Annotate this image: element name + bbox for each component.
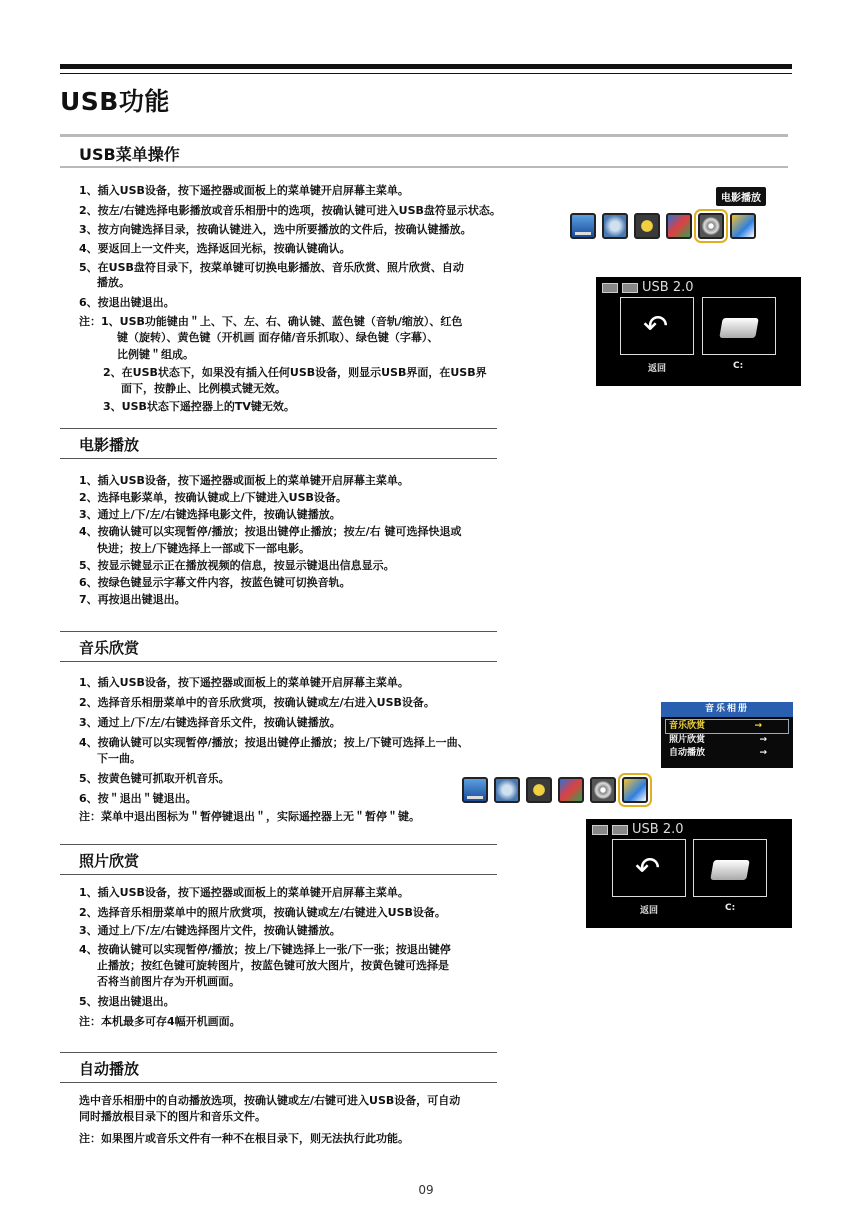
photo-icon[interactable] xyxy=(622,777,648,803)
menu-item-label: 照片欣赏 xyxy=(669,735,706,745)
back-arrow-icon: ↶ xyxy=(635,851,661,886)
usb-chip-icon xyxy=(602,283,618,293)
text-line: 1、插入USB设备，按下遥控器或面板上的菜单键开启屏幕主菜单。 xyxy=(79,676,409,689)
section-rule xyxy=(60,428,497,429)
text-line: 2、选择音乐相册菜单中的音乐欣赏项，按确认键或左/右进入USB设备。 xyxy=(79,696,435,709)
back-tile[interactable] xyxy=(612,839,686,897)
main-menu-icon-strip xyxy=(570,213,756,239)
text-line: 2、选择电影菜单，按确认键或上/下键进入USB设备。 xyxy=(79,491,347,504)
text-line: 选中音乐相册中的自动播放选项，按确认键或左/右键可进入USB设备，可自动 xyxy=(79,1094,461,1107)
auto-title: 自动播放 xyxy=(79,1060,140,1078)
drive-tile[interactable] xyxy=(693,839,767,897)
text-line: 4、按确认键可以实现暂停/播放；按退出键停止播放；按左/右 键可选择快退或 xyxy=(79,525,462,538)
section-rule xyxy=(60,458,497,459)
header-rule-thin xyxy=(60,73,792,74)
movie-title: 电影播放 xyxy=(79,436,140,454)
music-menu-icon-strip xyxy=(462,777,648,803)
text-line: 4、要返回上一文件夹，选择返回光标，按确认键确认。 xyxy=(79,242,351,255)
menu-item-label: 音乐欣赏 xyxy=(669,721,706,731)
tv-icon[interactable] xyxy=(570,213,596,239)
section-rule xyxy=(60,874,497,875)
usb-title: USB 2.0 xyxy=(632,822,684,837)
page-title: USB功能 xyxy=(60,87,170,116)
channel-icon[interactable] xyxy=(666,213,692,239)
tv-icon[interactable] xyxy=(462,777,488,803)
note-line: 2、在USB状态下，如果没有插入任何USB设备，则显示USB界面，在USB界 xyxy=(103,366,487,379)
arrow-right-icon: → xyxy=(759,735,767,745)
section-rule xyxy=(60,1082,497,1083)
music-title: 音乐欣赏 xyxy=(79,639,140,657)
text-line: 1、插入USB设备，按下遥控器或面板上的菜单键开启屏幕主菜单。 xyxy=(79,886,409,899)
usb-title: USB 2.0 xyxy=(642,280,694,295)
usb-chip-icon xyxy=(612,825,628,835)
hard-drive-icon xyxy=(710,860,750,880)
text-line: 1、插入USB设备，按下遥控器或面板上的菜单键开启屏幕主菜单。 xyxy=(79,474,409,487)
drive-label: C: xyxy=(725,903,736,913)
text-line: 3、通过上/下/左/右键选择电影文件，按确认键播放。 xyxy=(79,508,341,521)
usb-chip-icon xyxy=(622,283,638,293)
gear-icon[interactable] xyxy=(634,213,660,239)
text-line: 否将当前图片存为开机画面。 xyxy=(97,975,240,988)
header-rule-thick xyxy=(60,64,792,69)
note-line: 键（旋转）、黄色键（开机画 面存储/音乐抓取）、绿色键（字幕）、 xyxy=(117,331,439,344)
section-rule xyxy=(60,631,497,632)
text-line: 3、通过上/下/左/右键选择音乐文件，按确认键播放。 xyxy=(79,716,341,729)
page-number: 09 xyxy=(418,1183,434,1197)
arrow-right-icon: → xyxy=(759,748,767,758)
music-album-item-auto[interactable] xyxy=(661,747,793,760)
text-line: 6、按绿色键显示字幕文件内容，按蓝色键可切换音轨。 xyxy=(79,576,351,589)
text-line: 3、按方向键选择目录，按确认键进入，选中所要播放的文件后，按确认键播放。 xyxy=(79,223,472,236)
menu-item-label: 自动播放 xyxy=(669,748,706,758)
drive-tile[interactable] xyxy=(702,297,776,355)
text-line: 2、按左/右键选择电影播放或音乐相册中的选项，按确认键可进入USB盘符显示状态。 xyxy=(79,204,501,217)
section-rule xyxy=(60,844,497,845)
film-reel-icon[interactable] xyxy=(698,213,724,239)
text-line: 同时播放根目录下的图片和音乐文件。 xyxy=(79,1110,266,1123)
usb-panel xyxy=(586,819,792,928)
arrow-right-icon: → xyxy=(754,721,762,731)
note-line: 比例键＂组成。 xyxy=(117,348,194,361)
text-line: 1、插入USB设备，按下遥控器或面板上的菜单键开启屏幕主菜单。 xyxy=(79,184,409,197)
usb-menu-title: USB菜单操作 xyxy=(79,145,180,164)
note-line: 注：如果图片或音乐文件有一种不在根目录下，则无法执行此功能。 xyxy=(79,1132,409,1145)
text-line: 6、按＂退出＂键退出。 xyxy=(79,792,197,805)
text-line: 快进；按上/下键选择上一部或下一部电影。 xyxy=(97,542,311,555)
text-line: 5、按退出键退出。 xyxy=(79,995,175,1008)
back-tile[interactable] xyxy=(620,297,694,355)
usb-header xyxy=(602,280,694,295)
drive-label: C: xyxy=(733,361,744,371)
section-rule xyxy=(60,661,497,662)
music-album-item-music[interactable] xyxy=(665,719,789,734)
music-album-menu xyxy=(661,702,793,768)
back-label: 返回 xyxy=(640,906,659,916)
usb-chip-icon xyxy=(592,825,608,835)
photo-icon[interactable] xyxy=(730,213,756,239)
note-line: 注：1、USB功能键由＂上、下、左、右、确认键、蓝色键（音轨/缩放）、红色 xyxy=(79,315,463,328)
movie-play-label: 电影播放 xyxy=(716,187,766,206)
music-album-item-photo[interactable] xyxy=(661,734,793,747)
text-line: 4、按确认键可以实现暂停/播放；按退出键停止播放；按上/下键可选择上一曲、 xyxy=(79,736,469,749)
channel-icon[interactable] xyxy=(558,777,584,803)
text-line: 播放。 xyxy=(97,276,130,289)
text-line: 7、再按退出键退出。 xyxy=(79,593,186,606)
speaker-icon[interactable] xyxy=(494,777,520,803)
music-album-title: 音乐相册 xyxy=(661,702,793,717)
speaker-icon[interactable] xyxy=(602,213,628,239)
text-line: 2、选择音乐相册菜单中的照片欣赏项，按确认键或左/右键进入USB设备。 xyxy=(79,906,446,919)
back-arrow-icon: ↶ xyxy=(643,309,669,344)
section-rule xyxy=(60,1052,497,1053)
photo-title: 照片欣赏 xyxy=(79,852,140,870)
section-rule-bottom xyxy=(60,166,788,168)
text-line: 5、按黄色键可抓取开机音乐。 xyxy=(79,772,230,785)
text-line: 3、通过上/下/左/右键选择图片文件，按确认键播放。 xyxy=(79,924,341,937)
usb-header xyxy=(592,822,684,837)
gear-icon[interactable] xyxy=(526,777,552,803)
text-line: 6、按退出键退出。 xyxy=(79,296,175,309)
text-line: 下一曲。 xyxy=(97,752,141,765)
note-line: 3、USB状态下遥控器上的TV键无效。 xyxy=(103,400,295,413)
text-line: 止播放；按红色键可旋转图片，按蓝色键可放大图片，按黄色键可选择是 xyxy=(97,959,449,972)
back-label: 返回 xyxy=(648,364,667,374)
note-line: 注：本机最多可存4幅开机画面。 xyxy=(79,1015,241,1028)
film-reel-icon[interactable] xyxy=(590,777,616,803)
text-line: 4、按确认键可以实现暂停/播放；按上/下键选择上一张/下一张；按退出键停 xyxy=(79,943,451,956)
text-line: 5、在USB盘符目录下，按菜单键可切换电影播放、音乐欣赏、照片欣赏、自动 xyxy=(79,261,464,274)
usb-panel xyxy=(596,277,801,386)
hard-drive-icon xyxy=(719,318,759,338)
section-rule-top xyxy=(60,134,788,137)
note-line: 注：菜单中退出图标为＂暂停键退出＂，实际遥控器上无＂暂停＂键。 xyxy=(79,810,420,823)
note-line: 面下，按静止、比例模式键无效。 xyxy=(121,382,286,395)
text-line: 5、按显示键显示正在播放视频的信息，按显示键退出信息显示。 xyxy=(79,559,395,572)
